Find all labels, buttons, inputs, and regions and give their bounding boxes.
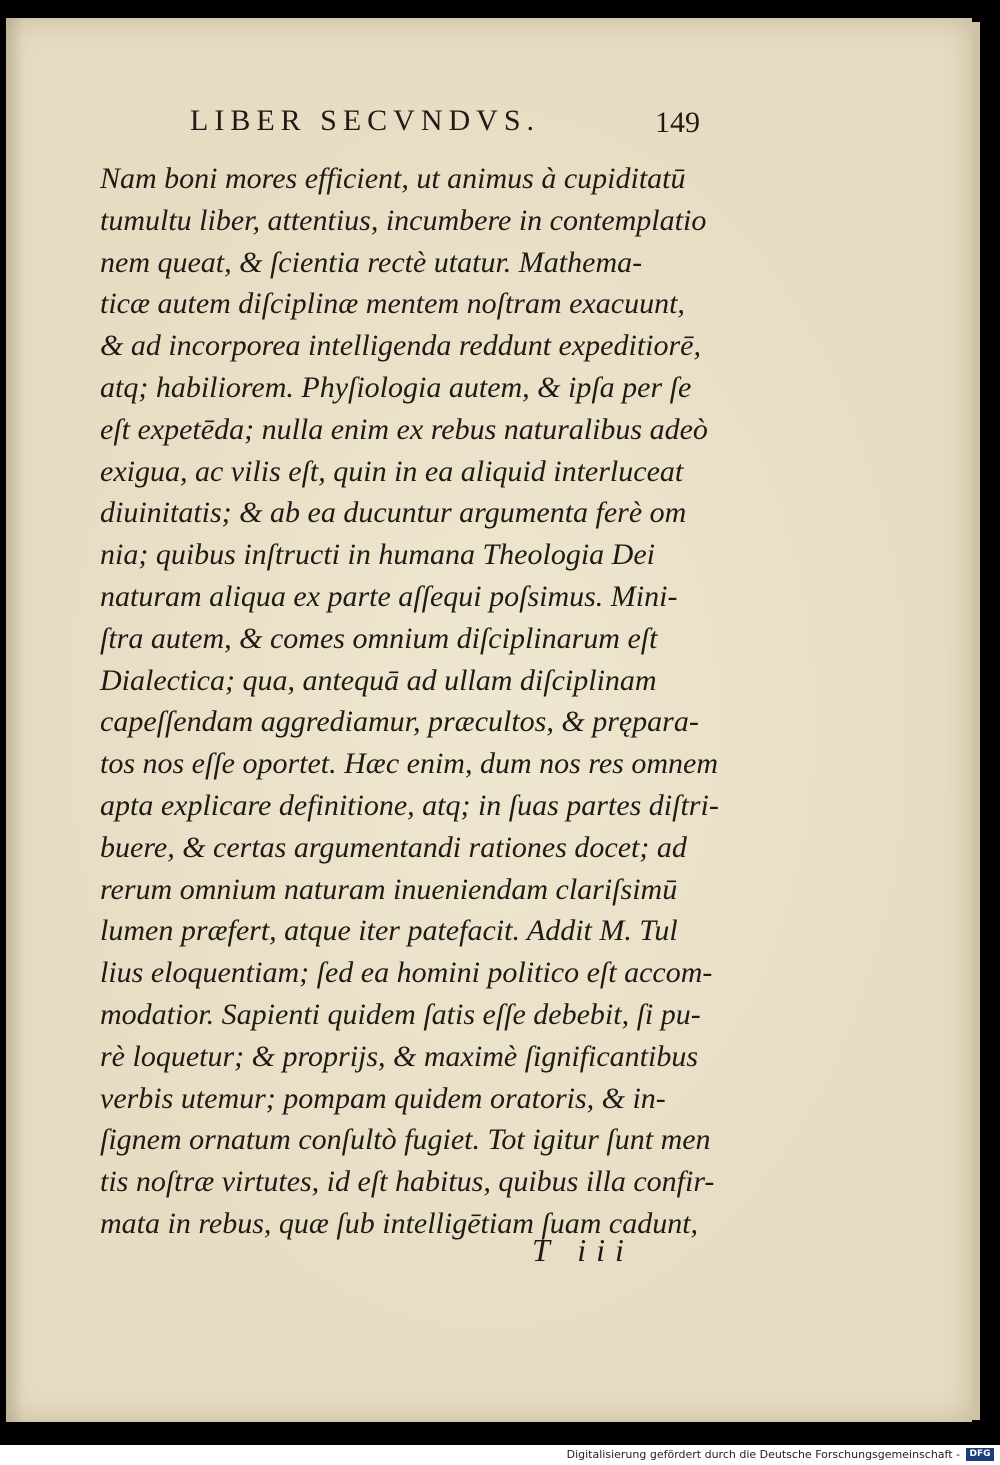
text-line: rerum omnium naturam inueniendam clariſsimū [100, 872, 678, 906]
text-line: lumen præfert, atque iter patefacit. Addit M. Tul [100, 914, 678, 948]
text-line: nem queat, & ſcientia rectè utatur. Mathema- [100, 245, 643, 279]
text-line: verbis utemur; pompam quidem oratoris, & in- [100, 1081, 666, 1115]
footer [0, 1445, 1000, 1465]
text-line: Dialectica; qua, antequā ad ullam diſciplinam [100, 663, 657, 697]
text-line: mata in rebus, quæ ſub intelligētiam ſuam cadunt, [100, 1206, 699, 1240]
text-line: nia; quibus inſtructi in humana Theologia Dei [100, 538, 655, 572]
text-line: atq; habiliorem. Phyſiologia autem, & ipſa per ſe [100, 370, 692, 404]
text-line: exigua, ac vilis eſt, quin in ea aliquid interluceat [100, 454, 684, 488]
text-line: tumultu liber, attentius, incumbere in contemplatio [100, 203, 707, 237]
text-line: naturam aliqua ex parte aſſequi poſsimus. Mini- [100, 579, 678, 613]
text-line: Nam boni mores efficient, ut animus à cupiditatū [100, 162, 686, 195]
text-line: capeſſendam aggrediamur, præcultos, & prępara- [100, 705, 699, 739]
text-block [100, 158, 720, 1245]
text-line: rè loquetur; & proprijs, & maximè ſignificantibus [100, 1039, 699, 1073]
text-line: ſignem ornatum conſultò fugiet. Tot igitur ſunt men [100, 1123, 711, 1157]
dfg-logo: DFG [966, 1448, 994, 1461]
signature-mark: T iii [532, 1232, 634, 1268]
text-line: lius eloquentiam; ſed ea homini politico eſt accom- [100, 956, 713, 990]
running-head: LIBER SECVNDVS. [190, 104, 541, 137]
text-line: ſtra autem, & comes omnium diſciplinarum eſt [100, 621, 658, 655]
text-line: buere, & certas argumentandi rationes docet; ad [100, 830, 687, 864]
text-line: modatior. Sapienti quidem ſatis eſſe debebit, ſi pu- [100, 997, 701, 1031]
page-header [190, 104, 720, 144]
text-line: eſt expetēda; nulla enim ex rebus naturalibus adeò [100, 412, 708, 446]
text-line: & ad incorporea intelligenda reddunt expeditiorē, [100, 329, 701, 363]
text-line: tis noſtræ virtutes, id eſt habitus, quibus illa confir- [100, 1165, 715, 1199]
page-number: 149 [655, 106, 700, 139]
text-line: diuinitatis; & ab ea ducuntur argumenta ferè om [100, 496, 687, 530]
text-line: tos nos eſſe oportet. Hæc enim, dum nos res omnem [100, 747, 718, 781]
funding-credit: Digitalisierung gefördert durch die Deutsche Forschungsgemeinschaft - [566, 1448, 960, 1461]
page-edge [972, 22, 980, 1420]
text-line: apta explicare definitione, atq; in ſuas partes diſtri- [100, 788, 719, 822]
text-line: ticæ autem diſciplinæ mentem noſtram exacuunt, [100, 287, 685, 321]
